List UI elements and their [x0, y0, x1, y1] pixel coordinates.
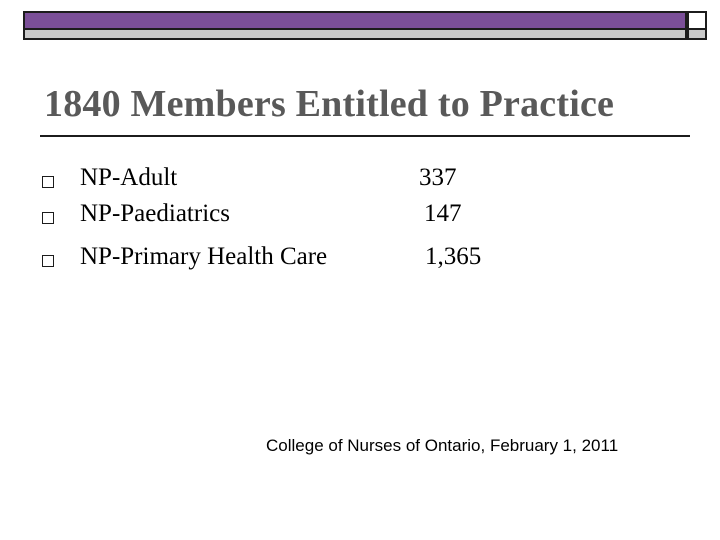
member-count: 337	[419, 164, 457, 191]
header-secondary-bar	[23, 30, 687, 40]
member-count: 1,365	[425, 243, 482, 270]
square-bullet-icon	[42, 212, 54, 224]
square-bullet-icon	[42, 255, 54, 267]
title-divider	[40, 135, 690, 137]
slide-title: 1840 Members Entitled to Practice	[44, 83, 615, 125]
category-label: NP-Primary Health Care	[80, 243, 328, 270]
list-item	[0, 200, 720, 232]
header-corner-box-lower	[687, 30, 707, 40]
member-count: 147	[424, 200, 462, 227]
list-item	[0, 243, 720, 275]
header-corner-box	[687, 11, 707, 30]
category-label: NP-Adult	[80, 164, 178, 191]
list-item	[0, 164, 720, 196]
square-bullet-icon	[42, 176, 54, 188]
header-accent-bar	[23, 11, 687, 30]
source-citation: College of Nurses of Ontario, February 1, 2011	[266, 436, 619, 455]
category-label: NP-Paediatrics	[80, 200, 230, 227]
